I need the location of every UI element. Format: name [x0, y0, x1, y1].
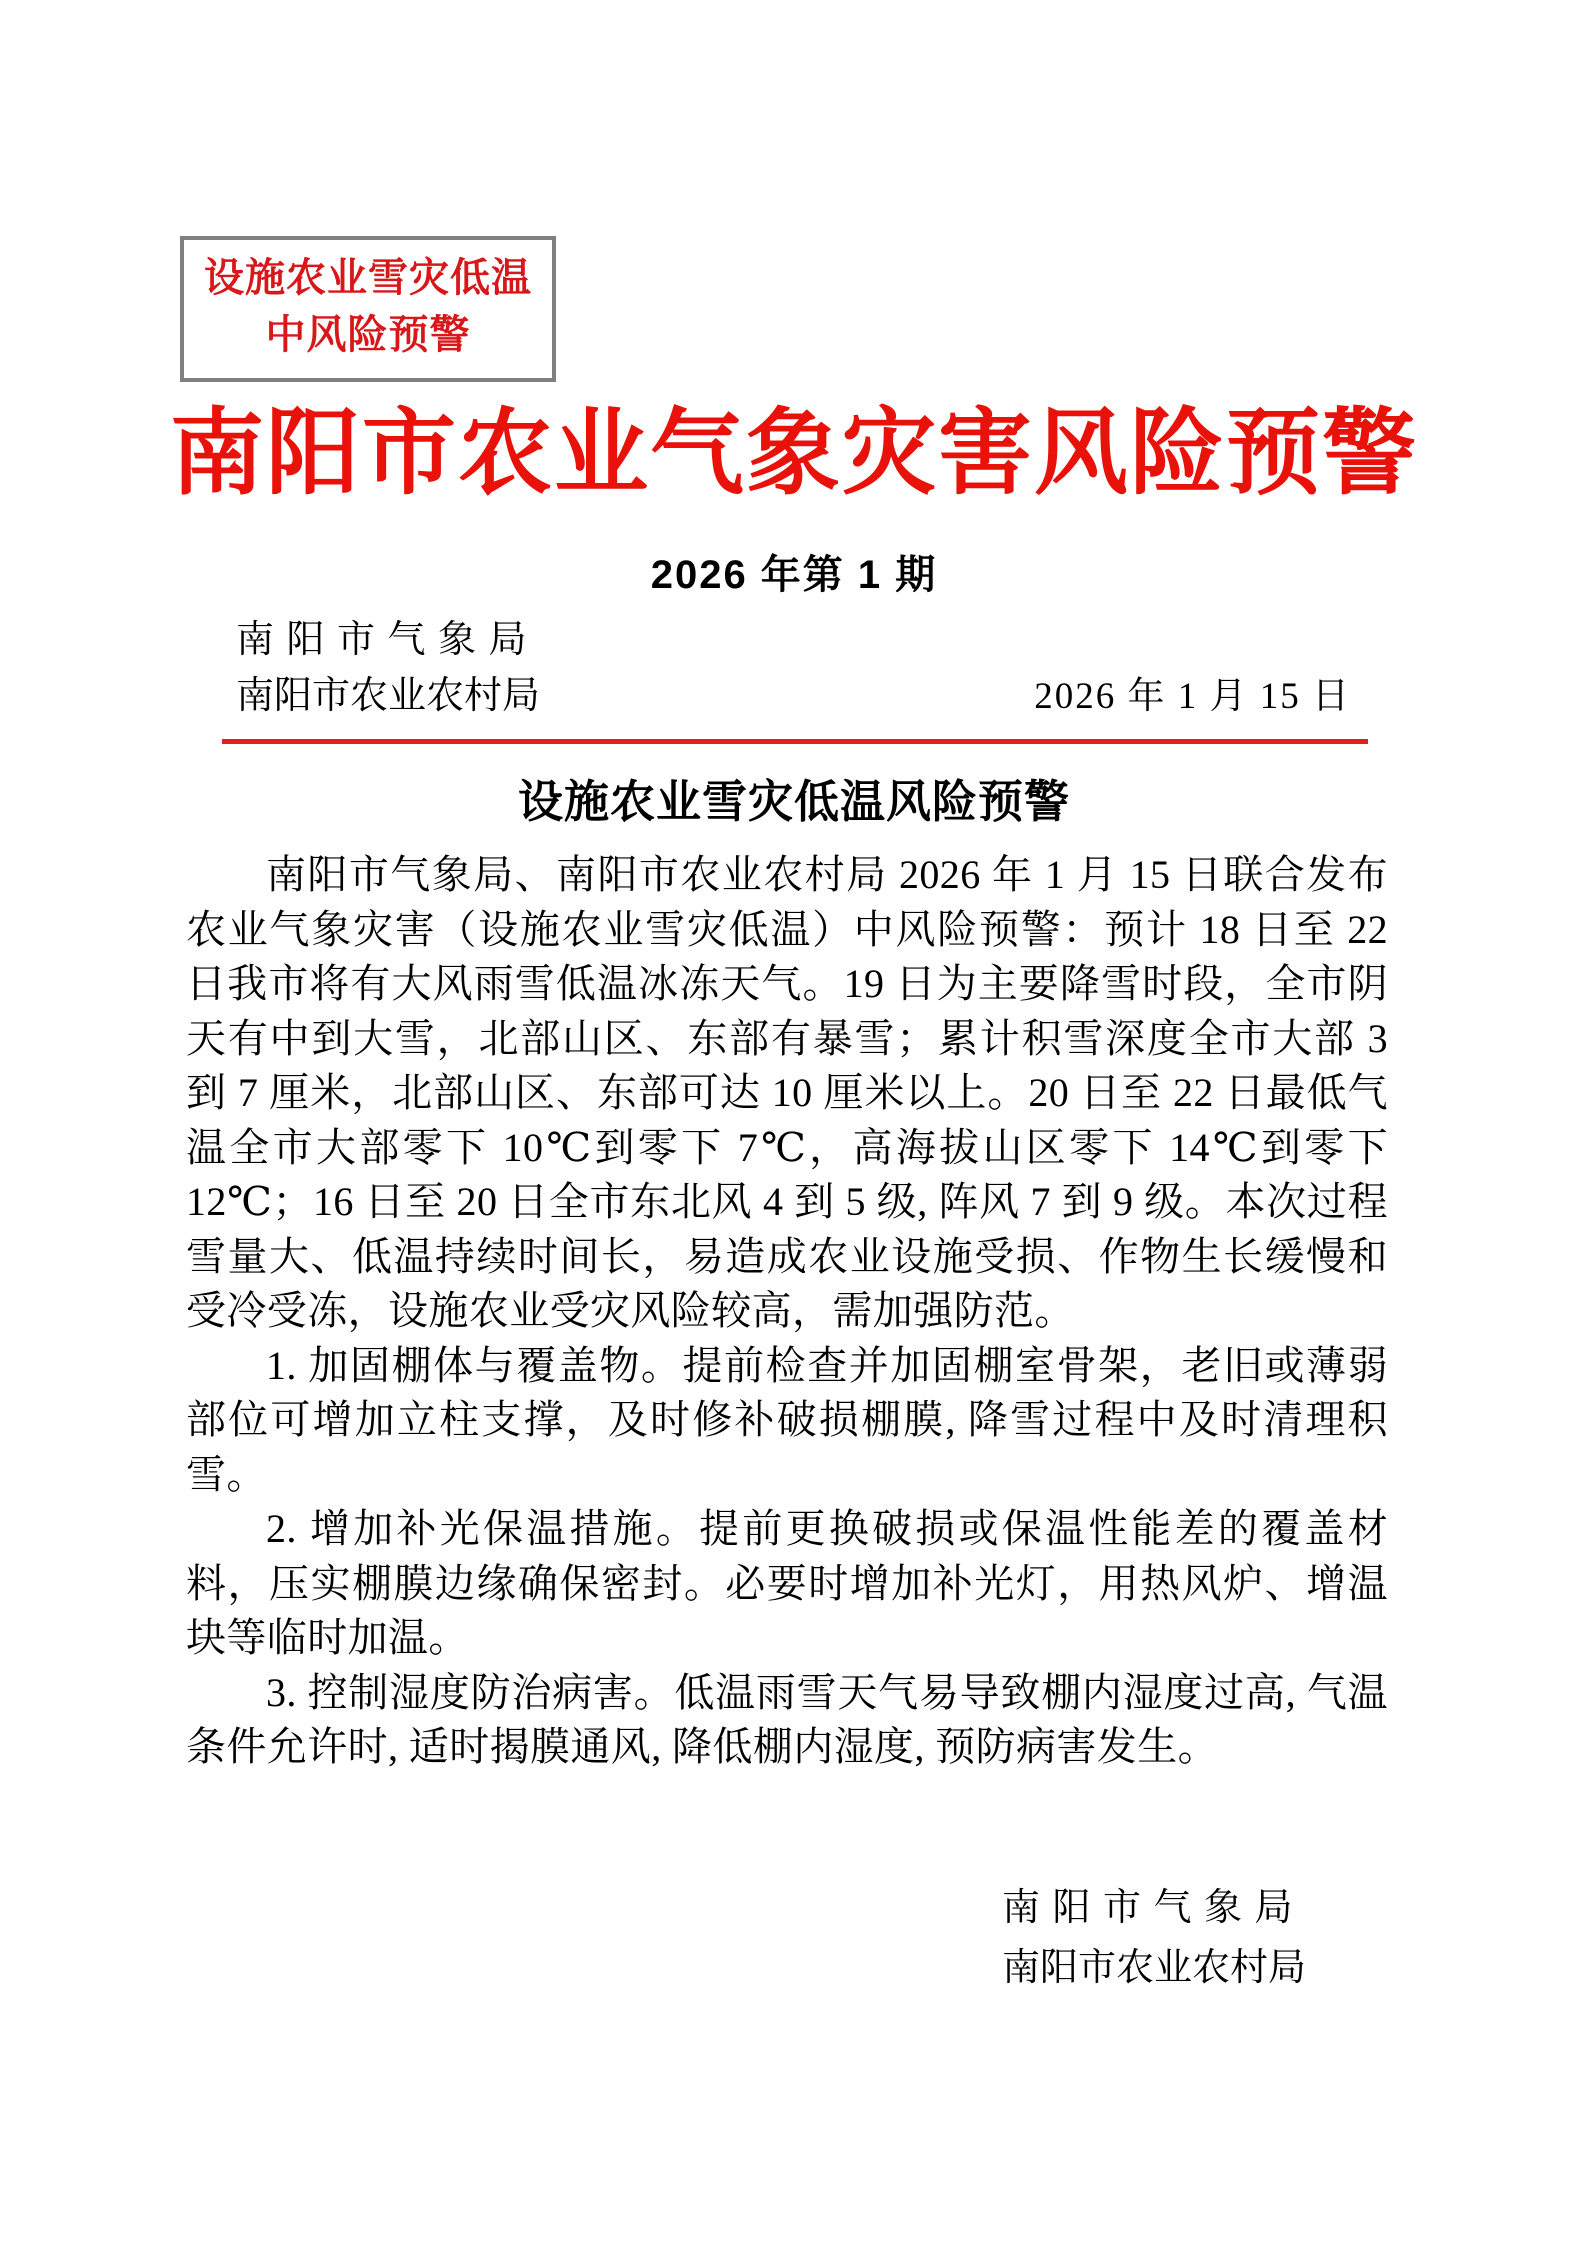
body-paragraph: 1. 加固棚体与覆盖物。提前检查并加固棚室骨架，老旧或薄弱部位可增加立柱支撑，及时修补破损棚膜, 降雪过程中及时清理积雪。: [186, 1342, 1388, 1497]
signature-agency-primary: 南阳市气象局: [1002, 1887, 1306, 1929]
badge-line-2: 中风险预警: [265, 311, 471, 357]
masthead-row-secondary: [236, 664, 1351, 720]
badge-line-1: 设施农业雪灾低温: [204, 255, 532, 300]
signature-block: [0, 1878, 1588, 1998]
issuing-agency-secondary: 南阳市农业农村局: [236, 675, 541, 717]
red-divider-rule: [222, 739, 1368, 744]
issuing-agency-primary: 南阳市气象局: [236, 619, 540, 661]
document-subtitle: 设施农业雪灾低温风险预警: [517, 776, 1070, 827]
issue-date: 2026 年 1 月 15 日: [1034, 676, 1351, 717]
risk-level-badge: [180, 236, 556, 382]
document-main-title: 南阳市农业气象灾害风险预警: [169, 400, 1418, 505]
body-paragraph: 3. 控制湿度防治病害。低温雨雪天气易导致棚内湿度过高, 气温条件允许时, 适时揭膜通风, 降低棚内湿度, 预防病害发生。: [186, 1669, 1388, 1769]
issue-number-line: 2026 年第 1 期: [650, 553, 938, 597]
signature-agency-secondary: 南阳市农业农村局: [1002, 1947, 1307, 1989]
body-paragraph: 南阳市气象局、南阳市农业农村局 2026 年 1 月 15 日联合发布农业气象灾害（设施农业雪灾低温）中风险预警：预计 18 日至 22 日我市将有大风雨雪低温冰冻天气。19 日为主要降雪时段，全市阴天有中到大雪，北部山区、东部有暴雪；累计积雪深度全市大部 3 到 7 厘米，北部山区、东部可达 10 厘米以上。20 日至 22 日最低气温全市大部零下 10℃到零下 7℃，高海拔山区零下 14℃到零下 12℃；16 日至 20 日全市东北风 4 到 5 级, 阵风 7 到 9 级。本次过程雪量大、低温持续时间长，易造成农业设施受损、作物生长缓慢和受冷受冻，设施农业受灾风险较高，需加强防范。: [186, 852, 1388, 1333]
body-paragraph: 2. 增加补光保温措施。提前更换破损或保温性能差的覆盖材料，压实棚膜边缘确保密封。必要时增加补光灯，用热风炉、增温块等临时加温。: [186, 1506, 1388, 1660]
masthead-row-primary: [236, 608, 1351, 664]
document-body: [186, 848, 1388, 1775]
masthead-block: [236, 608, 1351, 720]
